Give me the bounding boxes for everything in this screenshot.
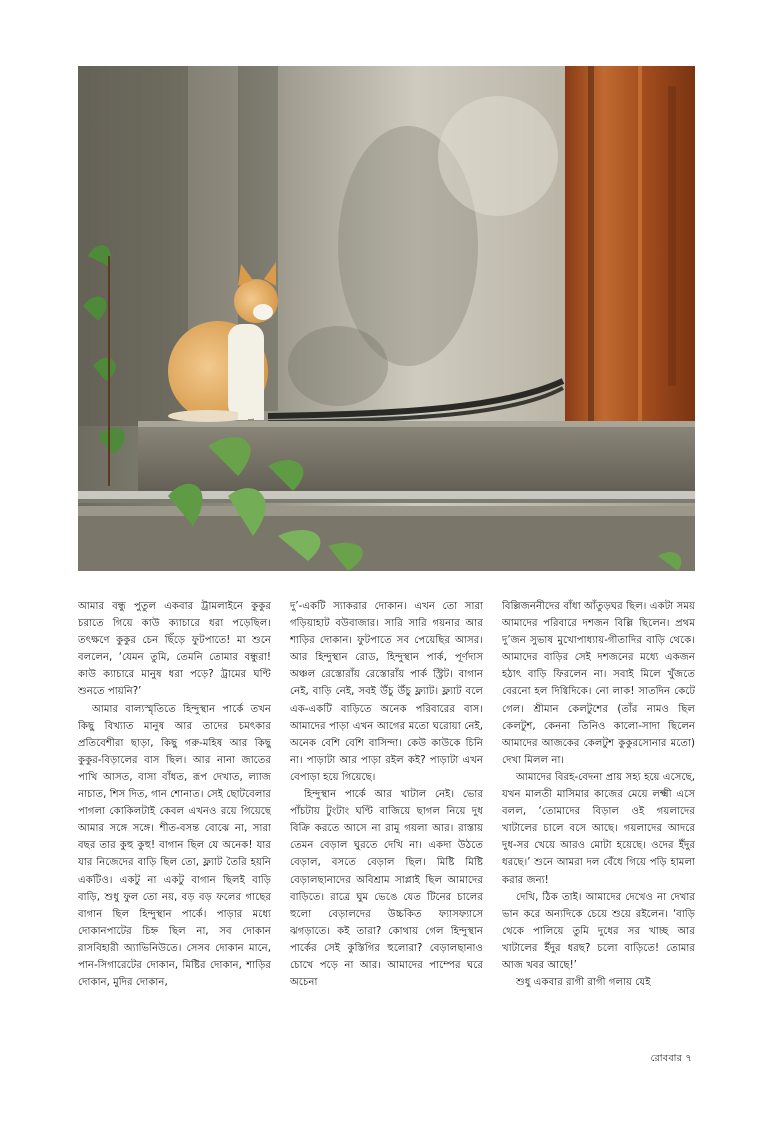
paragraph: বিল্লিজননীদের বাঁধা আঁতুড়ঘর ছিল। একটা সময় আমাদের পরিবারে দশজন বিল্লি ছিলেন। প্রথম দু’জন সুভাষ মুখোপাধ্যায়-গীতাদির বাড়ি থেকে। আমাদের বাড়ির সেই দশজনের মধ্যে একজন হঠাৎ বাড়ি ফিরলেন না। সবাই মিলে খুঁজতে বেরনো হল দিগ্বিদিকে। নো লাক! সাতদিন কেটে গেল। শ্রীমান কেলটুশের (তাঁর নামও ছিল কেলটুশ, কেননা তিনিও কালো-সাদা ছিলেন আমাদের আজকের কেলটুশ কুকুরসোনার মতো) দেখা মিলল না। [502, 601, 695, 766]
text-column-3 [502, 598, 695, 1038]
paragraph: শুধু একবার রাগী রাগী গলায় যেই [516, 977, 651, 989]
paragraph: আমাদের বিরহ-বেদনা প্রায় সহ্য হয়ে এসেছে, যখন মালতী মাসিমার কাজের মেয়ে লক্ষ্মী এসে বলল, ‘তোমাদের বিড়াল ওই গয়লাদের খাটালের চালে বসে আছে। গয়লাদের আদরে দুধ-সর খেয়ে আরও মোটা হয়েছে। ওদের ইঁদুর ধরছে।’ শুনে আমরা দল বেঁধে গিয়ে পড়ি হামলা করার জন্য! [502, 771, 695, 886]
page-footer-label: রোববার ৭ [650, 1053, 692, 1064]
paragraph: দেখি, ঠিক তাই। আমাদের দেখেও না দেখার ভান করে অন্যদিকে চেয়ে শুয়ে রইলেন। ‘বাড়ি থেকে পালিয়ে তুমি দুধের সর খাচ্ছ আর খাটালের ইঁদুর ধরছ? চলো বাড়িতে! তোমার আজ খবর আছে!’ [502, 891, 695, 971]
cat-on-ledge-photo-icon [78, 66, 695, 571]
paragraph: দু’-একটি স্যাকরার দোকান। এখন তো সারা গড়িয়াহাট বউবাজার। সারি সারি গয়নার আর শাড়ির দোকান। ফুটপাতে সব পেয়েছির আসর। আর হিন্দুস্থান রোড, হিন্দুস্থান পার্ক, পূর্ণদাস অঞ্চল রেস্তোরাঁয় রেস্তোরাঁয় পার্ক স্ট্রিট। বাগান নেই, বাড়ি নেই, সবই উঁচু উঁচু ফ্ল্যাট। ফ্ল্যাট বলে এক-একটি বাড়িতে অনেক পরিবারের বাস। আমাদের পাড়া এখন আগের মতো ঘরোয়া নেই, অনেক বেশি বেশি বাসিন্দা। কেউ কাউকে চিনি না। পাড়াটা আর পাড়া রইল কই? পাড়াটা এখন বেপাড়া হয়ে গিয়েছে। [290, 601, 483, 783]
paragraph: আমার বন্ধু পুতুল একবার ট্রামলাইনে কুকুর চরাতে গিয়ে কাউ ক্যাচারে ধরা পড়েছিল। তৎক্ষণে কুকুর চেন ছিঁড়ে ফুটপাতে! মা শুনে বললেন, ‘যেমন তুমি, তেমনি তোমার বন্ধুরা! কাউ ক্যাচারে মানুষ ধরা পড়ে? ট্রামের ঘণ্টি শুনতে পায়নি?’ [78, 601, 271, 698]
text-column-2 [290, 598, 483, 1038]
paragraph: আমার বাল্যস্মৃতিতে হিন্দুস্থান পার্কে তখন কিছু বিখ্যাত মানুষ আর তাদের চমৎকার প্রতিবেশীরা ছাড়া, কিছু গরু-মহিষ আর কিছু কুকুর-বিড়ালের বাস ছিল। আর নানা জাতের পাখি আসত, বাসা বাঁধত, রূপ দেখাত, ল্যাজ নাচাত, শিস দিত, গান শোনাত। সেই ছোটবেলার পাগলা কোকিলটাই কেবল এখনও রয়ে গিয়েছে আমার সঙ্গে সঙ্গে। শীত-বসন্ত বোঝে না, সারা বছর তার কুহু কুহু! বাগান ছিল যে অনেক! যার যার নিজেদের বাড়ি ছিল তো, ফ্ল্যাট তৈরি হয়নি একটিও। একটু না একটু বাগান ছিলই বাড়ি বাড়ি, শুধু ফুল তো নয়, বড় বড় ফলের গাছের বাগান ছিল হিন্দুস্থান পার্কে। পাড়ার মধ্যে দোকানপাটের চিহ্ন ছিল না, সব দোকান রাসবিহারী অ্যাভিনিউতে। সেসব দোকান মানে, পান-সিগারেটের দোকান, মিষ্টির দোকান, শাড়ির দোকান, মুদির দোকান, [78, 703, 271, 989]
text-column-1 [78, 598, 271, 1038]
cat-photo [78, 66, 695, 571]
article-text-columns [78, 598, 695, 1038]
paragraph: হিন্দুস্থান পার্কে আর খাটাল নেই। ভোর পাঁচটায় টুংটাং ঘণ্টি বাজিয়ে ছাগল নিয়ে দুধ বিক্রি করতে আসে না রামু গয়লা আর। রাস্তায় তেমন বেড়াল ঘুরতে দেখি না। একদা উঠতে বেড়াল, বসতে বেড়াল ছিল। মিষ্টি মিষ্টি বেড়ালছানাদের অবিশ্রাম সাপ্লাই ছিল আমাদের বাড়িতে। রাত্রে ঘুম ভেঙে যেত টিনের চালের হুলো বেড়ালদের উচ্চকিত ফ্যাসফ্যাসে ঝগড়াতে। কই তারা? কোথায় গেল হিন্দুস্থান পার্কের সেই কুস্তিগির হুলোরা? বেড়ালছানাও চোখে পড়ে না আর। আমাদের পাম্পের ঘরে অচেনা [290, 789, 483, 989]
